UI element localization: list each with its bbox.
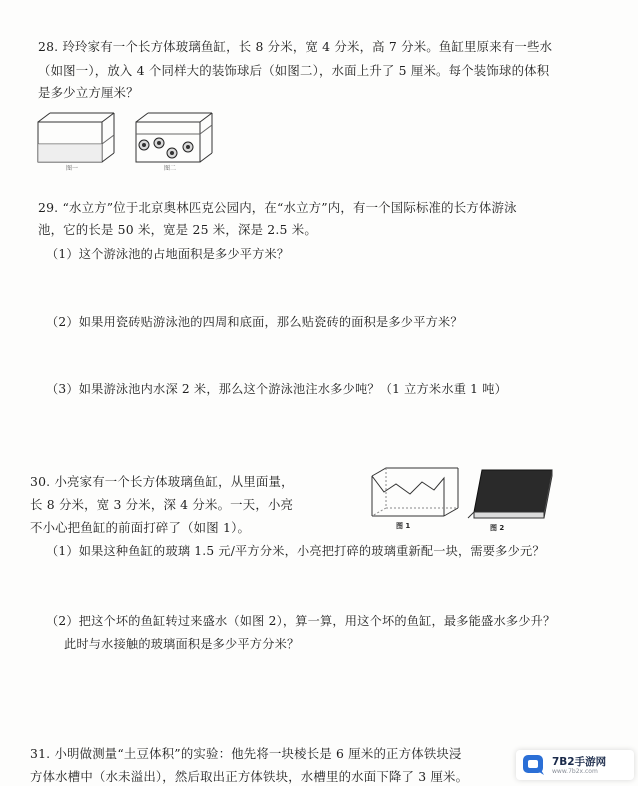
q28-line-3: 是多少立方厘米？ [38, 85, 139, 100]
site-watermark [516, 750, 634, 780]
q30-figure-1-caption: 图 1 [396, 522, 411, 530]
q30-sub-2-line-2: 此时与水接触的玻璃面积是多少平方分米？ [64, 637, 300, 651]
q28-figure-two [134, 110, 214, 172]
q29-sub-2: （2）如果用瓷砖贴游泳池的四周和底面，那么贴瓷砖的面积是多少平方米？ [46, 315, 463, 329]
q30-line-2: 长 8 分米，宽 3 分米，深 4 分米。一天，小亮 [30, 497, 294, 512]
q29-line-1: 29. “水立方”位于北京奥林匹克公园内，在“水立方”内，有一个国际标准的长方体游泳 [38, 200, 517, 215]
q30-figure-2-caption: 图 2 [490, 524, 505, 532]
watermark-url: www.7b2x.com [552, 768, 598, 775]
q30-figure-1 [366, 464, 466, 536]
site-logo-icon [522, 754, 546, 776]
q28-figure-one [36, 110, 116, 172]
q30-sub-1: （1）如果这种鱼缸的玻璃 1.5 元/平方分米，小亮把打碎的玻璃重新配一块，需要多少元？ [46, 544, 545, 558]
watermark-brand: 7B2手游网 [552, 756, 607, 768]
q29-sub-1: （1）这个游泳池的占地面积是多少平方米？ [46, 247, 290, 261]
q30-line-1: 30. 小亮家有一个长方体玻璃鱼缸，从里面量， [30, 474, 294, 489]
q28-figure-two-caption: 图二 [164, 165, 177, 172]
q29-sub-3: （3）如果游泳池内水深 2 米，那么这个游泳池注水多少吨？（1 立方米水重 1 吨） [46, 382, 507, 396]
q28-figure-one-caption: 图一 [66, 165, 79, 172]
q30-line-3: 不小心把鱼缸的前面打碎了（如图 1）。 [30, 520, 251, 535]
q29-line-2: 池，它的长是 50 米，宽是 25 米，深是 2.5 米。 [38, 222, 317, 237]
q30-figure-2 [464, 466, 560, 538]
decorative-balls [139, 138, 193, 158]
q31-line-1: 31. 小明做测量“土豆体积”的实验：他先将一块棱长是 6 厘米的正方体铁块浸 [30, 746, 462, 761]
q28-line-1: 28. 玲玲家有一个长方体玻璃鱼缸，长 8 分米，宽 4 分米，高 7 分米。鱼缸里原来有一些水 [38, 39, 553, 54]
q31-line-2: 方体水槽中（水未溢出），然后取出正方体铁块，水槽里的水面下降了 3 厘米。 [30, 769, 469, 784]
q30-sub-2-line-1: （2）把这个坏的鱼缸转过来盛水（如图 2），算一算，用这个坏的鱼缸，最多能盛水多少升？ [46, 614, 556, 628]
q28-line-2: （如图一），放入 4 个同样大的装饰球后（如图二），水面上升了 5 厘米。每个装饰球的体积 [38, 63, 550, 78]
